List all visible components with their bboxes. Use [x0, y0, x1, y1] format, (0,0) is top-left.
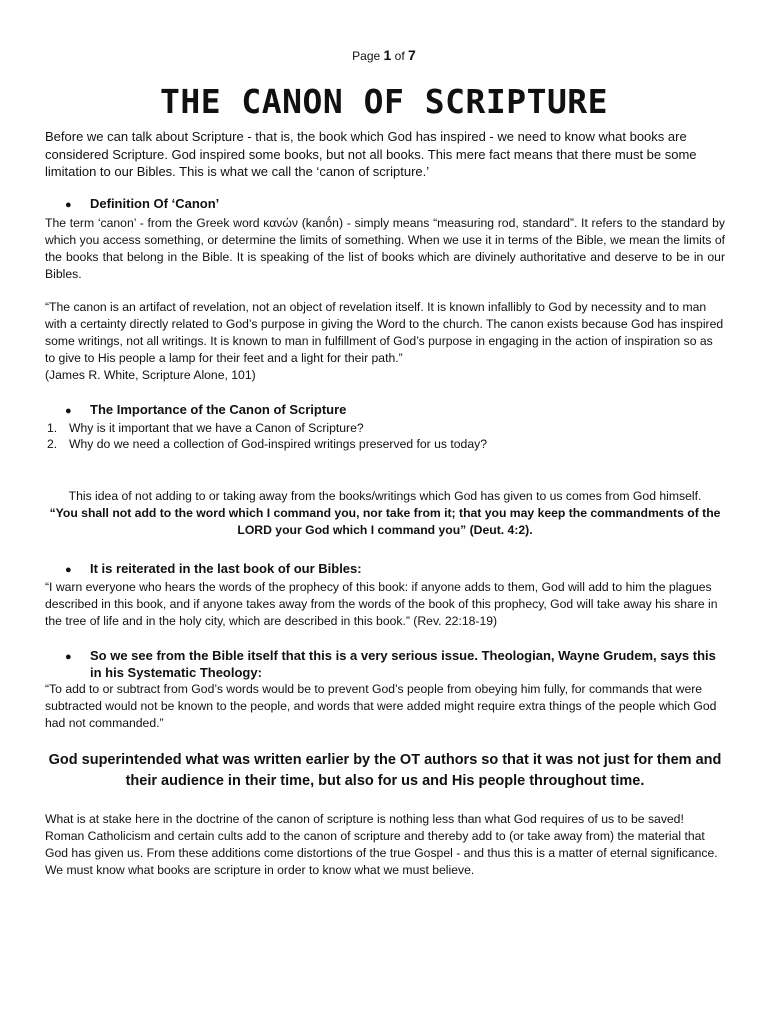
white-quote: “The canon is an artifact of revelation, not an object of revelation itself. It is known infallibly to God by necessity and to man with a certainty directly related to God’s purpose in giving the Word to the church. The canon exists because God has inspired some writings, not all writings. It is known to man in fulfillment of God’s purpose in engaging in the action of inspiration so as to give to His people a lamp for their feet and a light for their path.” — [45, 299, 724, 365]
document-title: THE CANON OF SCRIPTURE — [159, 82, 609, 121]
grudem-quote: “To add to or subtract from God’s words would be to prevent God’s people from obeying him fully, for commands that were subtracted would not be known to the people, and words that were added might require extra things of the people which God had not commanded.” — [45, 681, 717, 730]
list-number: 2. — [47, 436, 58, 451]
list-item — [45, 436, 725, 452]
importance-heading-text: The Importance of the Canon of Scripture — [90, 401, 347, 417]
definition-paragraph — [45, 215, 725, 283]
page-current: 1 — [383, 47, 392, 63]
bullet-icon: ● — [65, 563, 72, 576]
importance-heading — [45, 401, 725, 420]
page-total: 7 — [408, 47, 416, 63]
definition-heading — [45, 195, 725, 214]
grudem-heading — [45, 647, 725, 681]
list-text: Why do we need a collection of God-inspired writings preserved for us today? — [69, 436, 487, 451]
intro-paragraph: Before we can talk about Scripture - that is, the book which God has inspired - we need to know what books are considered Scripture. God inspired some books, but not all books. This mere fact means that there must be some limitation to our Bibles. This is what we call the ‘canon of scripture.’ — [45, 129, 697, 179]
bullet-icon: ● — [65, 404, 72, 417]
list-text: Why is it important that we have a Canon of Scripture? — [69, 420, 364, 435]
definition-heading-text: Definition Of ‘Canon’ — [90, 195, 220, 211]
white-citation: (James R. White, Scripture Alone, 101) — [45, 367, 256, 382]
deut-quote: “You shall not add to the word which I command you, nor take from it; that you may keep the commandments of the LORD your God which I command you” (Deut. 4:2). — [49, 505, 721, 537]
closing-paragraph: What is at stake here in the doctrine of the canon of scripture is nothing less than what God requires of us to be saved! Roman Catholicism and certain cults add to the canon of scripture and thereby add to (or take away from) the material that God has given us. From these additions come distortions of the true Gospel - and thus this is a matter of eternal significance. We must know what books are scripture in order to know what we must believe. — [45, 811, 718, 877]
list-number: 1. — [47, 420, 58, 435]
revelation-quote: “I warn everyone who hears the words of the prophecy of this book: if anyone adds to them, God will add to him the plagues described in this book, and if anyone takes away from the words of the book of this prophecy, God will take away his share in the tree of life and in the holy city, which are described in this book.” (Rev. 22:18-19) — [45, 579, 718, 628]
importance-questions — [45, 420, 725, 452]
list-item — [45, 420, 725, 436]
document-body — [45, 128, 725, 879]
grudem-heading-text: So we see from the Bible itself that this is a very serious issue. Theologian, Wayne Grudem, says this in his Systematic Theology: — [90, 647, 716, 680]
definition-text-a: The term ‘canon’ - from the Greek word κανών (kanṓn) - simply means “measuring rod, standard”. It refers to the standard by which you access something, or determine the limits of something. When we use it in terms of the Bible, we mean the limits of the books that belong in the Bible. — [45, 215, 725, 264]
definition-text-b: It is speaking of the list of books which are divinely authoritative and deserve to be in our Bibles. — [45, 249, 725, 281]
bullet-icon: ● — [65, 198, 72, 211]
page-prefix: Page — [352, 49, 381, 63]
revelation-heading-text: It is reiterated in the last book of our Bibles: — [90, 560, 362, 576]
page-of: of — [394, 49, 405, 63]
revelation-heading — [45, 560, 725, 579]
bullet-icon: ● — [65, 650, 72, 663]
deut-lead: This idea of not adding to or taking away from the books/writings which God has given to us comes from God himself. — [68, 488, 702, 503]
superintended-statement: God superintended what was written earlier by the OT authors so that it was not just for them and their audience in their time, but also for us and His people throughout time. — [48, 751, 722, 789]
page-number — [0, 47, 768, 63]
